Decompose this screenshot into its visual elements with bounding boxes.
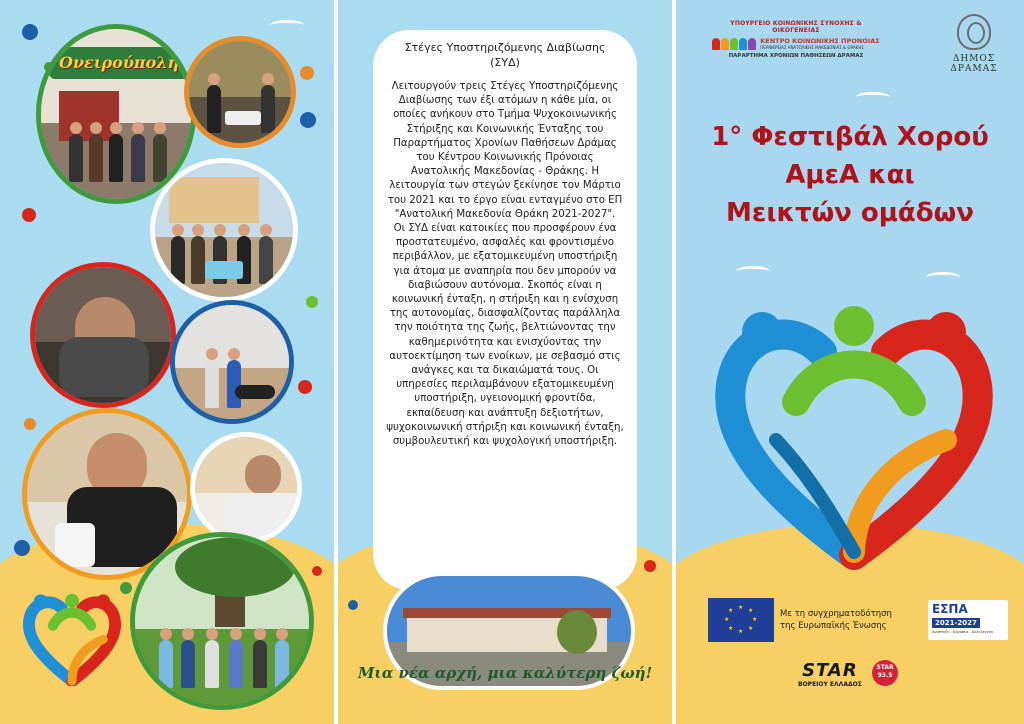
municipality-name: ΔΗΜΟΣ ΔΡΑΜΑΣ [950,54,998,74]
festival-title-line1: 1° Φεστιβάλ Χορού [711,122,989,152]
slogan: Μια νέα αρχή, μια καλύτερη ζωή! [357,664,653,682]
decor-dot [22,208,36,222]
decor-dot [300,112,316,128]
card-title-line1: Στέγες Υποστηριζόμενης Διαβίωσης [404,41,606,54]
star-logo [798,660,862,688]
right-panel [676,0,1024,724]
festival-title-line3: Μεικτών ομάδων [726,198,974,228]
municipality-logo [934,14,1014,74]
decor-dot [306,296,318,308]
theme-park-sign: Ονειρούπολη [59,53,180,72]
card-paragraph-1: Λειτουργούν τρεις Στέγες Υποστηριζόμενης Διαβίωσης των έξι ατόμων η κάθε μία, οι οποίες ανήκουν στο Τμήμα Ψυχοκοινωνικής Στήριξης και Κοινωνικής Ένταξης του Παραρτήματος Χρονίων Παθήσεων Δράμας του Κέντρου Κοινωνικής Πρόνοιας Ανατολικής Μακεδονίας - Θράκης. Η λειτουργία των στεγών ξεκίνησε τον Μάρτιο του 2021 και το έργο είναι ενταγμένο στο ΕΠ "Ανατολική Μακεδονία Θράκη 2021-2027". [387,81,623,220]
decor-dot [348,600,358,610]
text-card [373,30,637,590]
center-region: ΠΕΡΙΦΕΡΕΙΑΣ ΑΝΑΤΟΛΙΚΗΣ ΜΑΚΕΔΟΝΙΑΣ & ΘΡΑΚΗΣ [760,45,864,50]
decor-dot [298,380,312,394]
decor-wave [926,272,960,282]
eu-flag-icon: ★ ★ ★ ★ ★ ★ ★ ★ [708,598,774,642]
espa-title: ΕΣΠΑ [932,602,968,616]
star-subtitle: ΒΟΡΕΙΟΥ ΕΛΛΑΔΟΣ [798,681,862,688]
card-body [385,80,625,449]
left-panel [0,0,334,724]
card-title-line2: (ΣΥΔ) [490,56,520,69]
card-paragraph-2: Οι ΣΥΔ είναι κατοικίες που προσφέρουν ένα προστατευμένο, ασφαλές και φροντισμένο περιβάλλον, με εξατομικευμένη υποστήριξη για άτομα με αναπηρία που δεν μπορούν να διαβιώσουν αυτόνομα. Σκοπός είναι η κοινωνική ένταξη, η στήριξη και η ενίσχυση της αυτονομίας, διασφαλίζοντας παράλληλα την ποιότητα της ζωής, βελτιώνοντας την καθημερινότητα και ενισχύοντας την αυτοεκτίμηση των ενοίκων, με σεβασμό στις ανάγκες και τα δικαιώματά τους. Οι υπηρεσίες περιλαμβάνουν εξατομικευμένη υποστήριξη, υγειονομική φροντίδα, εκπαίδευση και ανάπτυξη δεξιοτήτων, ψυχοκοινωνική στήριξη και κοινωνική ένταξη, συμβουλευτική και ψυχολογική υποστήριξη. [386,223,624,448]
decor-dot [22,24,38,40]
card-title [385,40,625,70]
decor-wave [270,20,304,30]
eu-cofunding [708,598,892,642]
festival-heart-logo-small [20,586,124,686]
eu-text-line1: Με τη συγχρηματοδότηση [780,609,892,619]
photo-hug [30,262,176,408]
branch-name: ΠΑΡΑΡΤΗΜΑ ΧΡΟΝΙΩΝ ΠΑΘΗΣΕΩΝ ΔΡΑΜΑΣ [728,53,864,59]
photo-group-cake [150,158,298,302]
espa-years: 2021-2027 [932,618,980,628]
espa-subtitle: Ανάπτυξη - Εργασία - Αλληλεγγύη [932,630,994,634]
eu-text-line2: της Ευρωπαϊκής Ένωσης [780,621,887,631]
photo-picnic [130,532,314,710]
people-figures-icon [712,38,756,50]
decor-dot [644,560,656,572]
festival-title-line2: ΑμεΑ και [785,160,915,190]
star-radio-badge: STAR 93.5 [872,660,898,686]
festival-title [696,118,1004,232]
photo-cooking [190,432,302,544]
decor-dot [312,566,322,576]
decor-wave [856,92,890,102]
festival-heart-logo [704,290,1004,570]
espa-logo [928,600,1008,640]
kkp-logo [706,20,886,59]
star-name: STAR [802,660,858,681]
municipality-emblem-icon [957,14,991,50]
decor-dot [300,66,314,80]
center-name: ΚΕΝΤΡΟ ΚΟΙΝΩΝΙΚΗΣ ΠΡΟΝΟΙΑΣ [760,37,880,45]
photo-cafe-table [184,36,296,148]
decor-wave [736,266,770,276]
photo-couple-breakfast [170,300,294,424]
ministry-name: ΥΠΟΥΡΓΕΙΟ ΚΟΙΝΩΝΙΚΗΣ ΣΥΝΟΧΗΣ & ΟΙΚΟΓΕΝΕΙΑΣ [730,20,862,34]
middle-panel [338,0,672,724]
